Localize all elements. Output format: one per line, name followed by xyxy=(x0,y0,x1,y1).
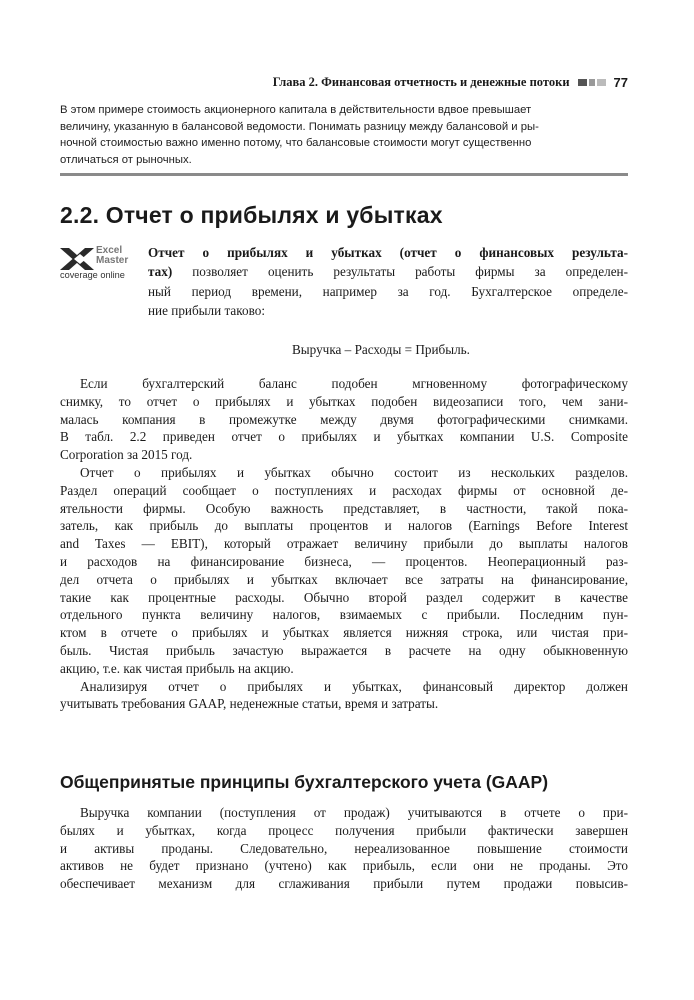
intro-bold-2: тах) xyxy=(148,264,173,280)
body-line: акцию, т.е. как чистая прибыль на акцию. xyxy=(60,660,294,676)
note-line: величину, указанную в балансовой ведомости. Понимать разницу между балансовой и ры- xyxy=(60,120,539,133)
note-box xyxy=(60,102,628,176)
body-line: затель, как прибыль до выплаты процентов и налогов (Earnings Before Interest xyxy=(60,518,628,534)
body-line: дел отчета о прибылях и убытках включает все затраты на финансирование, xyxy=(60,571,628,587)
body-line: активов не будет признано (учтено) как прибыль, если они не проданы. Это xyxy=(60,858,628,874)
body-line: В табл. 2.2 приведен отчет о прибылях и убытках компании U.S. Composite xyxy=(60,429,628,445)
note-line: отличаться от рыночных. xyxy=(60,153,192,166)
header-decoration xyxy=(578,79,606,86)
intro-text: позволяет оценить результаты работы фирмы за определен- xyxy=(172,264,628,280)
chapter-title: Глава 2. Финансовая отчетность и денежные потоки xyxy=(272,74,570,89)
subsection-title: Общепринятые принципы бухгалтерского учета (GAAP) xyxy=(60,772,549,792)
body-line: отдельного пункта величину налогов, взимаемых с прибыли. Последним пун- xyxy=(60,607,628,623)
gaap-paragraph xyxy=(60,804,628,893)
page-number: 77 xyxy=(613,74,628,90)
body-line: обеспечивает механизм для сглаживания прибыли путем продажи повысив- xyxy=(60,876,628,892)
note-line: В этом примере стоимость акционерного капитала в действительности вдвое превышает xyxy=(60,104,532,116)
body-line: Corporation за 2015 год. xyxy=(60,447,193,463)
body-line: ятельности фирмы. Особую важность представляет, в частности, такой пока- xyxy=(60,500,628,516)
body-line: Отчет о прибылях и убытках обычно состоит из нескольких разделов. xyxy=(80,464,628,480)
excel-x-icon xyxy=(60,248,94,270)
body-line: Анализируя отчет о прибылях и убытках, финансовый директор должен xyxy=(80,678,628,694)
body-line: учитывать требования GAAP, неденежные статьи, время и затраты. xyxy=(60,696,439,712)
intro-text: ние прибыли таково: xyxy=(148,302,265,318)
excel-master-logo xyxy=(60,246,140,282)
body-line: былях и убытках, когда процесс получения прибыли фактически завершен xyxy=(60,822,628,838)
body-line: и активы проданы. Следовательно, нереализованное повышение стоимости xyxy=(60,840,628,856)
body-line: Раздел операций сообщает о поступлениях и расходах фирмы от основной де- xyxy=(60,482,628,498)
logo-excel-text: Excel xyxy=(96,245,123,256)
body-line: and Taxes — EBIT), который отражает величину прибыли до выплаты налогов xyxy=(60,536,628,552)
intro-paragraph xyxy=(148,243,628,320)
body-line: Если бухгалтерский баланс подобен мгновенному фотографическому xyxy=(80,376,628,391)
section-title: 2.2. Отчет о прибылях и убытках xyxy=(60,202,443,228)
running-header xyxy=(60,72,628,92)
note-line: ночной стоимостью важно именно потому, что балансовые стоимости могут существенно xyxy=(60,137,532,149)
intro-text: ный период времени, например за год. Бухгалтерское определе- xyxy=(148,283,628,299)
body-line: такие как процентные расходы. Обычно второй раздел содержит в качестве xyxy=(60,589,628,605)
intro-bold: Отчет о прибылях и убытках (отчет о финансовых результа- xyxy=(148,245,628,260)
body-line: ктом в отчете о прибылях и убытках является нижняя строка, или чистая при- xyxy=(60,625,628,641)
body-line: снимку, то отчет о прибылях и убытках подобен видеозаписи того, чем зани- xyxy=(60,393,628,409)
body-line: Выручка компании (поступления от продаж) учитываются в отчете о при- xyxy=(80,805,628,820)
body-line: и расходов на финансирование бизнеса, — процентов. Неоперационный раз- xyxy=(60,553,628,569)
body-line: малась компания в промежутке между двумя фотографическими снимками. xyxy=(60,411,628,427)
formula: Выручка – Расходы = Прибыль. xyxy=(292,342,470,357)
body-text xyxy=(60,375,628,713)
body-line: быль. Чистая прибыль зачастую выражается в расчете на одну обыкновенную xyxy=(60,642,628,658)
logo-master-text: Master xyxy=(96,255,129,266)
logo-coverage-text: coverage online xyxy=(60,270,125,280)
